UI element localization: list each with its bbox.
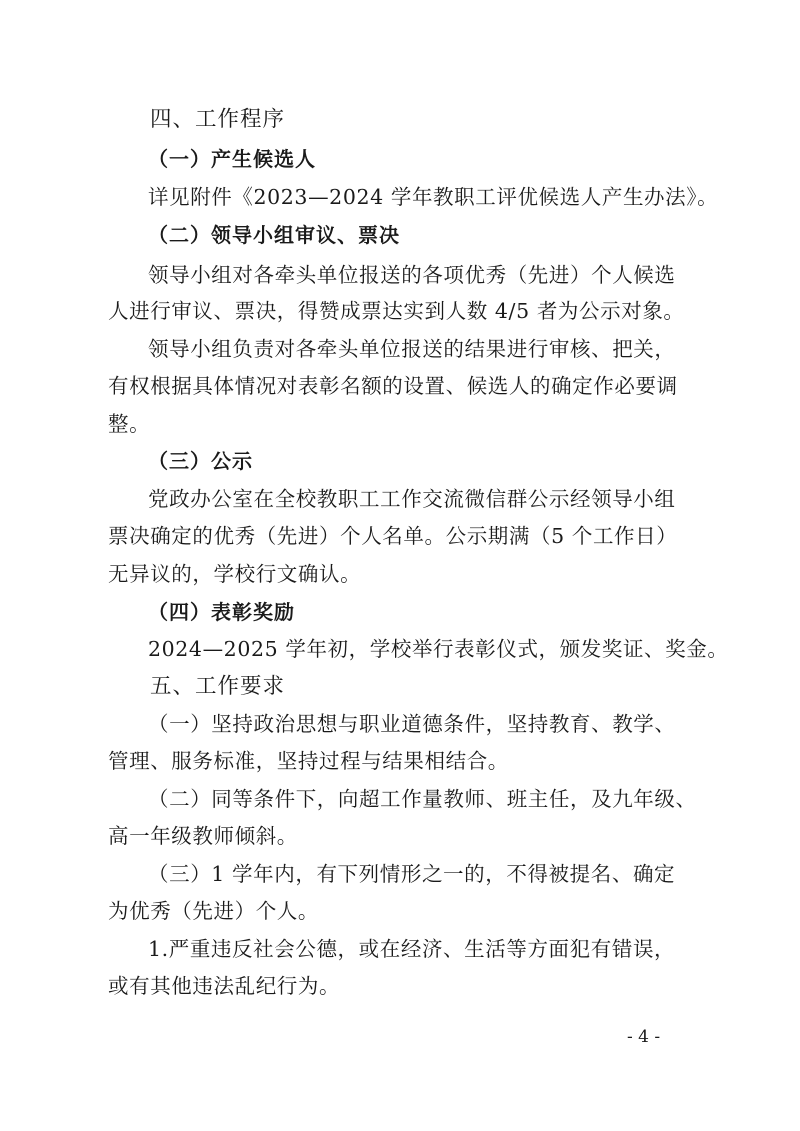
paragraph-line: 票决确定的优秀（先进）个人名单。公示期满（5 个工作日） [108,524,678,548]
paragraph-line: 领导小组对各牵头单位报送的各项优秀（先进）个人候选 [148,263,676,287]
paragraph-line: 党政办公室在全校教职工工作交流微信群公示经领导小组 [148,487,676,511]
paragraph-line: 整。 [108,412,151,436]
paragraph-line: 或有其他违法乱纪行为。 [108,974,341,998]
section-heading-work-procedure: 四、工作程序 [150,107,286,132]
paragraph-line: 管理、服务标准，坚持过程与结果相结合。 [108,749,509,773]
paragraph-line: 2024—2025 学年初，学校举行表彰仪式，颁发奖证、奖金。 [148,637,729,661]
subheading-awards: （四）表彰奖励 [148,600,295,624]
subheading-review-vote: （二）领导小组审议、票决 [148,223,400,247]
section-heading-work-requirements: 五、工作要求 [150,674,286,699]
paragraph-line: （一）坚持政治思想与职业道德条件，坚持教育、教学、 [148,712,676,736]
paragraph-line: 高一年级教师倾斜。 [108,824,298,848]
subheading-candidates: （一）产生候选人 [148,147,316,171]
paragraph-line: 领导小组负责对各牵头单位报送的结果进行审核、把关， [148,337,676,361]
paragraph-line: （三）1 学年内，有下列情形之一的，不得被提名、确定 [148,862,676,886]
subheading-publicity: （三）公示 [148,449,253,473]
page-number: - 4 - [627,1027,661,1047]
paragraph-line: 为优秀（先进）个人。 [108,899,319,923]
paragraph-line: 1.严重违反社会公德，或在经济、生活等方面犯有错误， [148,937,676,961]
paragraph-line: 人进行审议、票决，得赞成票达实到人数 4/5 者为公示对象。 [108,299,685,323]
paragraph-line: 无异议的，学校行文确认。 [108,562,362,586]
paragraph-line: （二）同等条件下，向超工作量教师、班主任，及九年级、 [148,787,697,811]
paragraph-line: 有权根据具体情况对表彰名额的设置、候选人的确定作必要调 [108,374,678,398]
paragraph-line: 详见附件《2023—2024 学年教职工评优候选人产生办法》。 [148,185,719,209]
